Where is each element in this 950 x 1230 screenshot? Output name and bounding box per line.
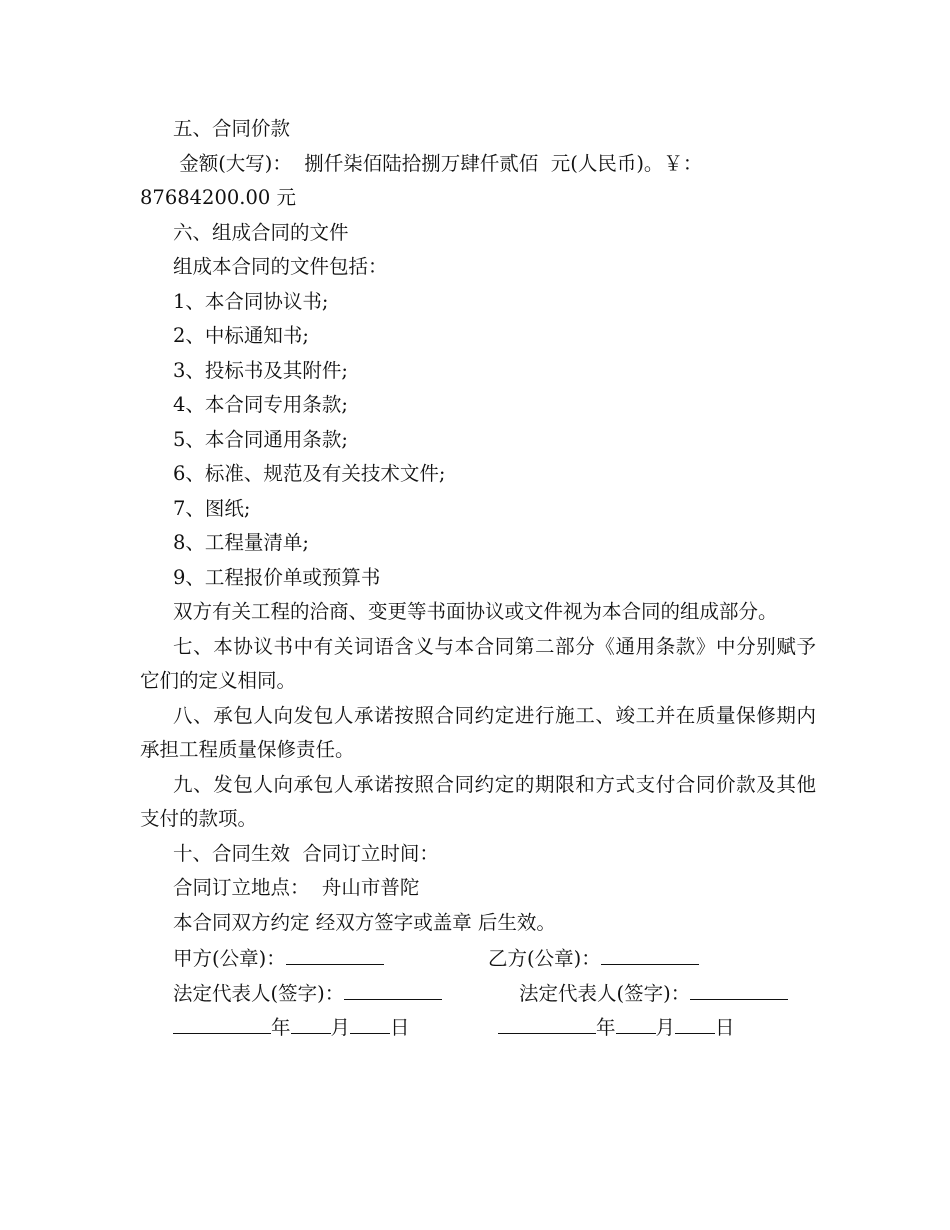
party-b-legal-rep: 法定代表人(签字)： — [519, 975, 788, 1012]
party-b-signature-blank[interactable] — [690, 975, 788, 1000]
contract-body — [140, 112, 816, 1044]
party-a-legal-rep: 法定代表人(签字)： — [173, 975, 442, 1012]
list-item: 6、标准、规范及有关技术文件; — [173, 462, 446, 485]
list-item: 1、本合同协议书; — [173, 289, 329, 313]
seal-row — [140, 940, 816, 975]
section8: 八、承包人向发包人承诺按照合同约定进行施工、竣工并在质量保修期内承担工程质量保修责任。 — [140, 703, 816, 761]
day-blank[interactable] — [350, 1009, 390, 1034]
list-item: 2、中标通知书; — [173, 324, 309, 347]
year-blank[interactable] — [173, 1009, 271, 1034]
party-b-seal-blank[interactable] — [601, 940, 699, 965]
section5-title: 五、合同价款 — [173, 117, 291, 140]
section9: 九、发包人向承包人承诺按照合同约定的期限和方式支付合同价款及其他支付的款项。 — [140, 772, 816, 830]
month-blank[interactable] — [291, 1009, 331, 1034]
list-item: 9、工程报价单或预算书 — [173, 565, 381, 589]
party-a-seal-blank[interactable] — [286, 940, 384, 965]
date-row — [140, 1009, 816, 1044]
amount-figure: 87684200.00 元 — [140, 186, 296, 209]
party-a-signature-blank[interactable] — [344, 975, 442, 1000]
month-blank[interactable] — [616, 1009, 656, 1034]
list-item: 5、本合同通用条款; — [173, 427, 348, 451]
amount-text: 金额(大写)： 捌仟柒佰陆拾捌万肆仟贰佰 元(人民币)。￥： — [173, 151, 703, 175]
section10-title: 十、合同生效 合同订立时间： — [173, 841, 439, 865]
section6-intro: 组成本合同的文件包括： — [173, 255, 388, 278]
party-a-seal: 甲方(公章)： — [173, 940, 384, 977]
list-item: 8、工程量清单; — [173, 531, 309, 554]
contract-effect: 本合同双方约定 经双方签字或盖章 后生效。 — [173, 910, 556, 934]
amount-line — [140, 147, 816, 182]
list-item: 3、投标书及其附件; — [173, 358, 348, 382]
section7: 七、本协议书中有关词语含义与本合同第二部分《通用条款》中分别赋予它们的定义相同。 — [140, 634, 816, 692]
party-b-seal: 乙方(公章)： — [488, 940, 699, 977]
section6-closing: 双方有关工程的洽商、变更等书面协议或文件视为本合同的组成部分。 — [173, 600, 778, 623]
legal-rep-row — [140, 975, 816, 1010]
section6-title: 六、组成合同的文件 — [173, 220, 349, 244]
year-blank[interactable] — [498, 1009, 596, 1034]
party-a-date: 年 月 日 — [173, 1009, 410, 1046]
party-b-date: 年 月 日 — [498, 1009, 735, 1046]
contract-place: 合同订立地点： 舟山市普陀 — [173, 876, 420, 899]
list-item: 4、本合同专用条款; — [173, 393, 348, 416]
list-item: 7、图纸; — [173, 496, 251, 520]
day-blank[interactable] — [675, 1009, 715, 1034]
